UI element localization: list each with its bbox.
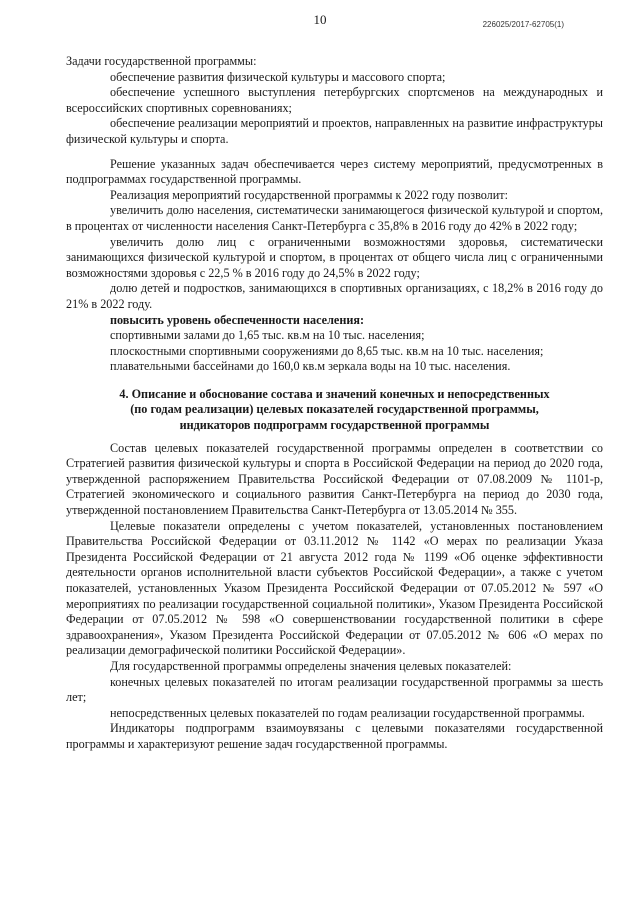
provision-title: повысить уровень обеспеченности населения:	[110, 312, 365, 327]
document-body	[66, 54, 603, 753]
heading-line: 4. Описание и обоснование состава и значений конечных и непосредственных	[119, 386, 550, 401]
task-item: обеспечение реализации мероприятий и проектов, направленных на развитие инфраструктуры физической культуры и спорта.	[66, 116, 603, 146]
result-item: увеличить долю населения, систематически занимающегося физической культурой и спортом, в процентах от численности населения Санкт-Петербурга с 35,8% в 2016 году до 42% в 2022 году;	[66, 203, 603, 233]
section-4-heading	[66, 387, 603, 434]
heading-line: индикаторов подпрограмм государственной программы	[179, 418, 490, 433]
section-paragraph: непосредственных целевых показателей по годам реализации государственной программы.	[110, 705, 585, 720]
tasks-title: Задачи государственной программы:	[66, 54, 257, 68]
section-paragraph: Целевые показатели определены с учетом показателей, установленных постановлением Правительства Российской Федерации от 03.11.2012 № 1142 «О мерах по реализации Указа Президента Российской Федерации от 21 августа 2012 года № 1199 «Об оценке эффективности деятельности органов исполнительной власти субъектов Российской Федерации», а также с учетом показателей, установленных Указом Президента Российской Федерации от 07.05.2012 № 597 «О мероприятиях по реализации государственной социальной политики», Указом Президента Российской Федерации от 07.05.2012 № 598 «О совершенствовании государственной политики в сфере здравоохранения», Указом Президента Российской Федерации от 07.05.2012 № 606 «О мерах по реализации демографической политики Российской Федерации».	[66, 518, 603, 658]
solution-paragraph: Решение указанных задач обеспечивается через систему мероприятий, предусмотренных в подпрограммах государственной программы.	[66, 156, 603, 187]
task-item: обеспечение развития физической культуры и массового спорта;	[110, 69, 446, 84]
section-paragraph: конечных целевых показателей по итогам реализации государственной программы за шесть лет;	[66, 674, 603, 705]
result-item: увеличить долю лиц с ограниченными возможностями здоровья, систематически занимающихся физической культурой и спортом, в процентах от общего числа лиц с ограниченными возможностями здоровья с 22,5 % в 2016 году до 24,5% в 2022 году;	[66, 234, 603, 280]
section-paragraph: Состав целевых показателей государственной программы определен в соответствии со Стратегией развития физической культуры и спорта в Российской Федерации на период до 2020 года, утвержденной распоряжением Правительства Российской Федерации от 07.08.2009 № 1101-р, Стратегией экономического и социального развития Санкт-Петербурга на период до 2030 года, утвержденной постановлением Правительства Санкт-Петербурга от 13.05.2014 № 355.	[66, 440, 603, 518]
provision-item: плоскостными спортивными сооружениями до 8,65 тыс. кв.м на 10 тыс. населения;	[110, 343, 544, 358]
page-number: 10	[313, 12, 327, 27]
realization-intro: Реализация мероприятий государственной программы к 2022 году позволит:	[110, 187, 508, 202]
document-id: 226025/2017-62705(1)	[482, 20, 564, 29]
section-paragraph: Индикаторы подпрограмм взаимоувязаны с целевыми показателями государственной программы и характеризуют решение задач государственной программы.	[66, 721, 603, 751]
section-paragraph: Для государственной программы определены значения целевых показателей:	[110, 658, 512, 673]
task-item: обеспечение успешного выступления петербургских спортсменов на международных и всероссийских спортивных соревнованиях;	[66, 85, 603, 115]
provision-item: спортивными залами до 1,65 тыс. кв.м на 10 тыс. населения;	[110, 328, 425, 343]
result-item: долю детей и подростков, занимающихся в спортивных организациях, с 18,2% в 2016 году до 21% в 2022 году.	[66, 281, 603, 311]
provision-item: плавательными бассейнами до 160,0 кв.м зеркала воды на 10 тыс. населения.	[110, 359, 511, 374]
heading-line: (по годам реализации) целевых показателей государственной программы,	[130, 402, 539, 417]
